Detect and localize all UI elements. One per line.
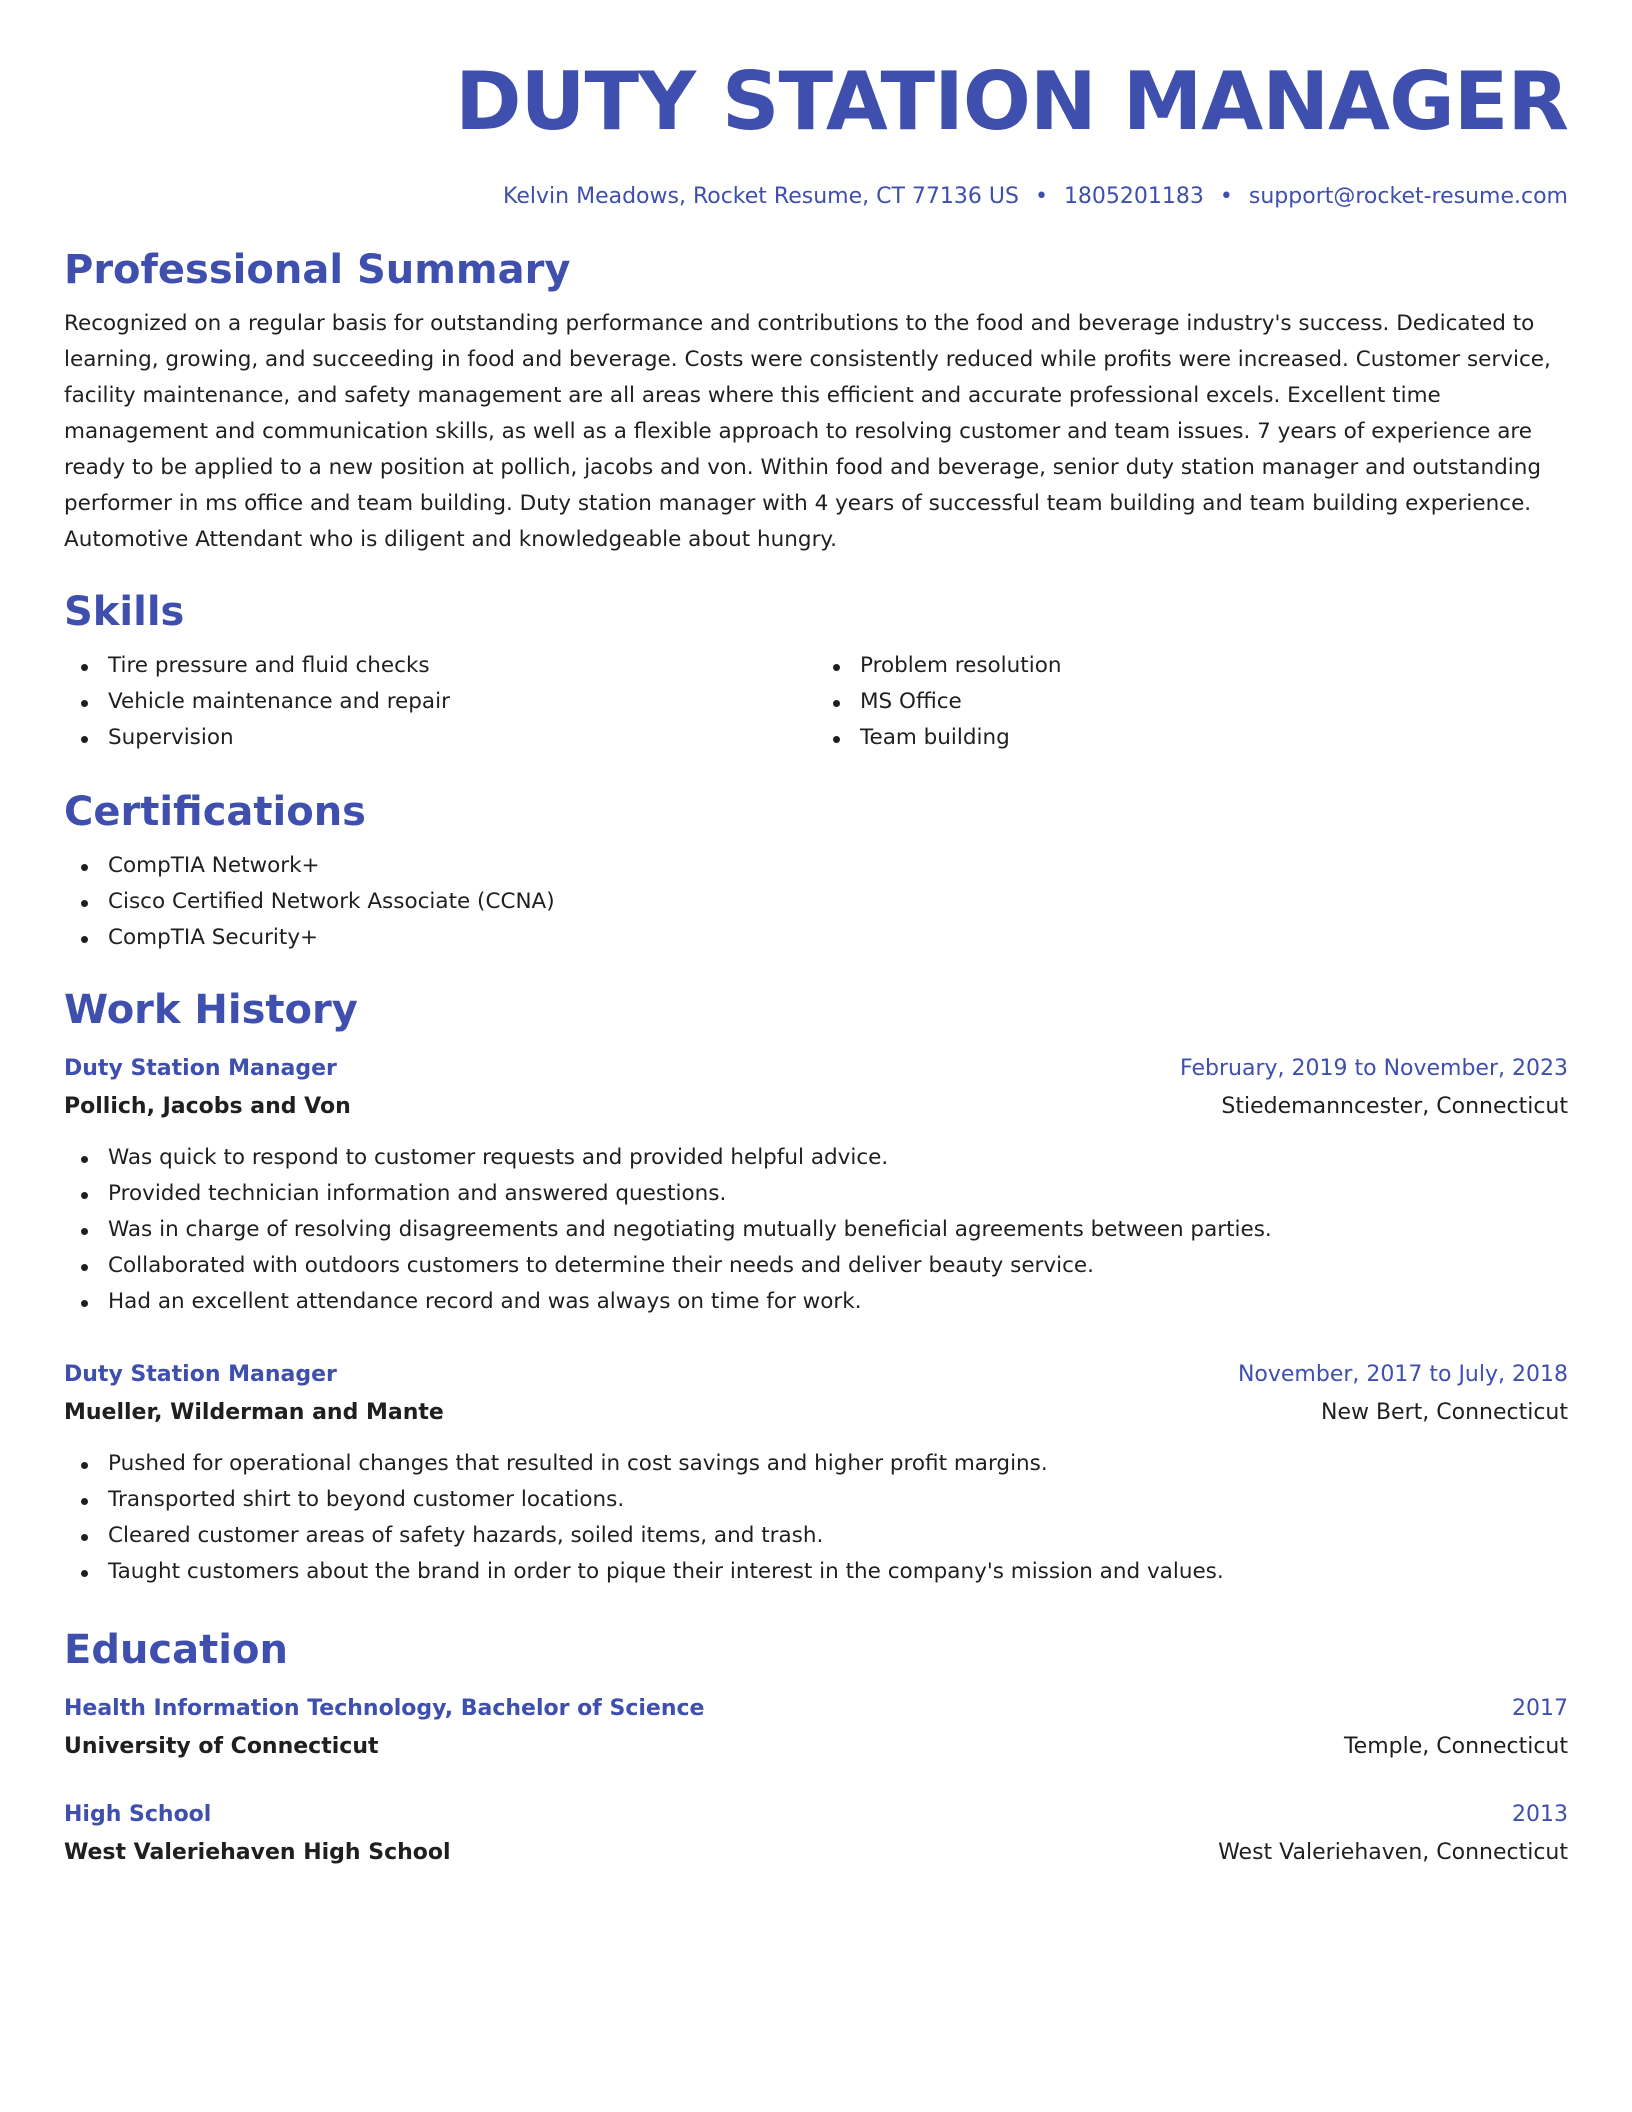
education-section xyxy=(64,1624,1568,1872)
skill-item: Tire pressure and fluid checks xyxy=(64,648,816,684)
resume-page xyxy=(64,52,1568,1872)
education-school: University of Connecticut xyxy=(64,1734,379,1759)
resume-header xyxy=(64,52,1568,212)
job-location: New Bert, Connecticut xyxy=(1320,1400,1568,1425)
skills-grid xyxy=(64,648,1568,756)
education-entry xyxy=(64,1690,1568,1766)
education-school-row xyxy=(64,1834,1568,1872)
skill-item: MS Office xyxy=(816,684,1568,720)
job-dates: February, 2019 to November, 2023 xyxy=(1180,1056,1568,1081)
job-entry xyxy=(64,1050,1568,1320)
job-company: Pollich, Jacobs and Von xyxy=(64,1094,351,1119)
education-degree: High School xyxy=(64,1802,212,1827)
education-degree: Health Information Technology, Bachelor of Science xyxy=(64,1696,705,1721)
job-entry xyxy=(64,1356,1568,1590)
certifications-list xyxy=(64,848,1568,956)
certification-item: Cisco Certified Network Associate (CCNA) xyxy=(64,884,1568,920)
skills-list-left xyxy=(64,648,816,756)
section-heading-summary: Professional Summary xyxy=(64,247,571,293)
contact-separator: • xyxy=(1219,184,1233,209)
job-bullet-item: Provided technician information and answered questions. xyxy=(64,1176,1568,1212)
contact-separator: • xyxy=(1034,184,1048,209)
education-location: Temple, Connecticut xyxy=(1343,1734,1568,1759)
skills-list-right xyxy=(816,648,1568,756)
skill-item: Supervision xyxy=(64,720,816,756)
summary-section xyxy=(64,244,1568,558)
education-header-row xyxy=(64,1796,1568,1834)
job-company: Mueller, Wilderman and Mante xyxy=(64,1400,444,1425)
skills-section xyxy=(64,586,1568,756)
job-bullets xyxy=(64,1140,1568,1320)
job-bullets xyxy=(64,1446,1568,1590)
section-heading-certifications: Certifications xyxy=(64,789,366,835)
job-bullet-item: Taught customers about the brand in order to pique their interest in the company's mission and values. xyxy=(64,1554,1568,1590)
certification-item: CompTIA Security+ xyxy=(64,920,1568,956)
section-heading-skills: Skills xyxy=(64,589,185,635)
work-history-section xyxy=(64,984,1568,1590)
contact-phone: 1805201183 xyxy=(1063,184,1204,209)
education-entry xyxy=(64,1796,1568,1872)
education-header-row xyxy=(64,1690,1568,1728)
skill-item: Problem resolution xyxy=(816,648,1568,684)
job-bullet-item: Collaborated with outdoors customers to determine their needs and deliver beauty service. xyxy=(64,1248,1568,1284)
section-heading-education: Education xyxy=(64,1627,288,1673)
job-bullet-item: Pushed for operational changes that resulted in cost savings and higher profit margins. xyxy=(64,1446,1568,1482)
education-school-row xyxy=(64,1728,1568,1766)
certification-item: CompTIA Network+ xyxy=(64,848,1568,884)
job-bullet-item: Had an excellent attendance record and was always on time for work. xyxy=(64,1284,1568,1320)
job-bullet-item: Cleared customer areas of safety hazards, soiled items, and trash. xyxy=(64,1518,1568,1554)
job-bullet-item: Was quick to respond to customer requests and provided helpful advice. xyxy=(64,1140,1568,1176)
section-heading-work-history: Work History xyxy=(64,987,358,1033)
education-year: 2013 xyxy=(1512,1802,1568,1827)
skill-item: Team building xyxy=(816,720,1568,756)
job-company-row xyxy=(64,1088,1568,1126)
education-school: West Valeriehaven High School xyxy=(64,1840,451,1865)
summary-text: Recognized on a regular basis for outstanding performance and contributions to the food and beverage industry's success. Dedicated to learning, growing, and succeeding in food and beverage. Costs were consistently reduced while profits were increased. Customer service, facility maintenance, and safety management are all areas where this efficient and accurate professional excels. Excellent time management and communication skills, as well as a flexible approach to resolving customer and team issues. 7 years of experience are ready to be applied to a new position at pollich, jacobs and von. Within food and beverage, senior duty station manager and outstanding performer in ms office and team building. Duty station manager with 4 years of successful team building and team building experience. Automotive Attendant who is diligent and knowledgeable about hungry. xyxy=(64,311,1551,552)
job-dates: November, 2017 to July, 2018 xyxy=(1237,1362,1568,1387)
resume-title: DUTY STATION MANAGER xyxy=(455,55,1568,148)
job-bullet-item: Was in charge of resolving disagreements and negotiating mutually beneficial agreements between parties. xyxy=(64,1212,1568,1248)
job-title: Duty Station Manager xyxy=(64,1362,337,1387)
education-year: 2017 xyxy=(1512,1696,1568,1721)
job-header-row xyxy=(64,1356,1568,1394)
job-header-row xyxy=(64,1050,1568,1088)
skill-item: Vehicle maintenance and repair xyxy=(64,684,816,720)
education-location: West Valeriehaven, Connecticut xyxy=(1218,1840,1568,1865)
contact-line xyxy=(64,182,1568,212)
job-company-row xyxy=(64,1394,1568,1432)
contact-address: Kelvin Meadows, Rocket Resume, CT 77136 US xyxy=(503,184,1019,209)
job-location: Stiedemanncester, Connecticut xyxy=(1221,1094,1568,1119)
job-bullet-item: Transported shirt to beyond customer locations. xyxy=(64,1482,1568,1518)
job-title: Duty Station Manager xyxy=(64,1056,337,1081)
contact-email: support@rocket-resume.com xyxy=(1248,184,1568,209)
certifications-section xyxy=(64,786,1568,956)
